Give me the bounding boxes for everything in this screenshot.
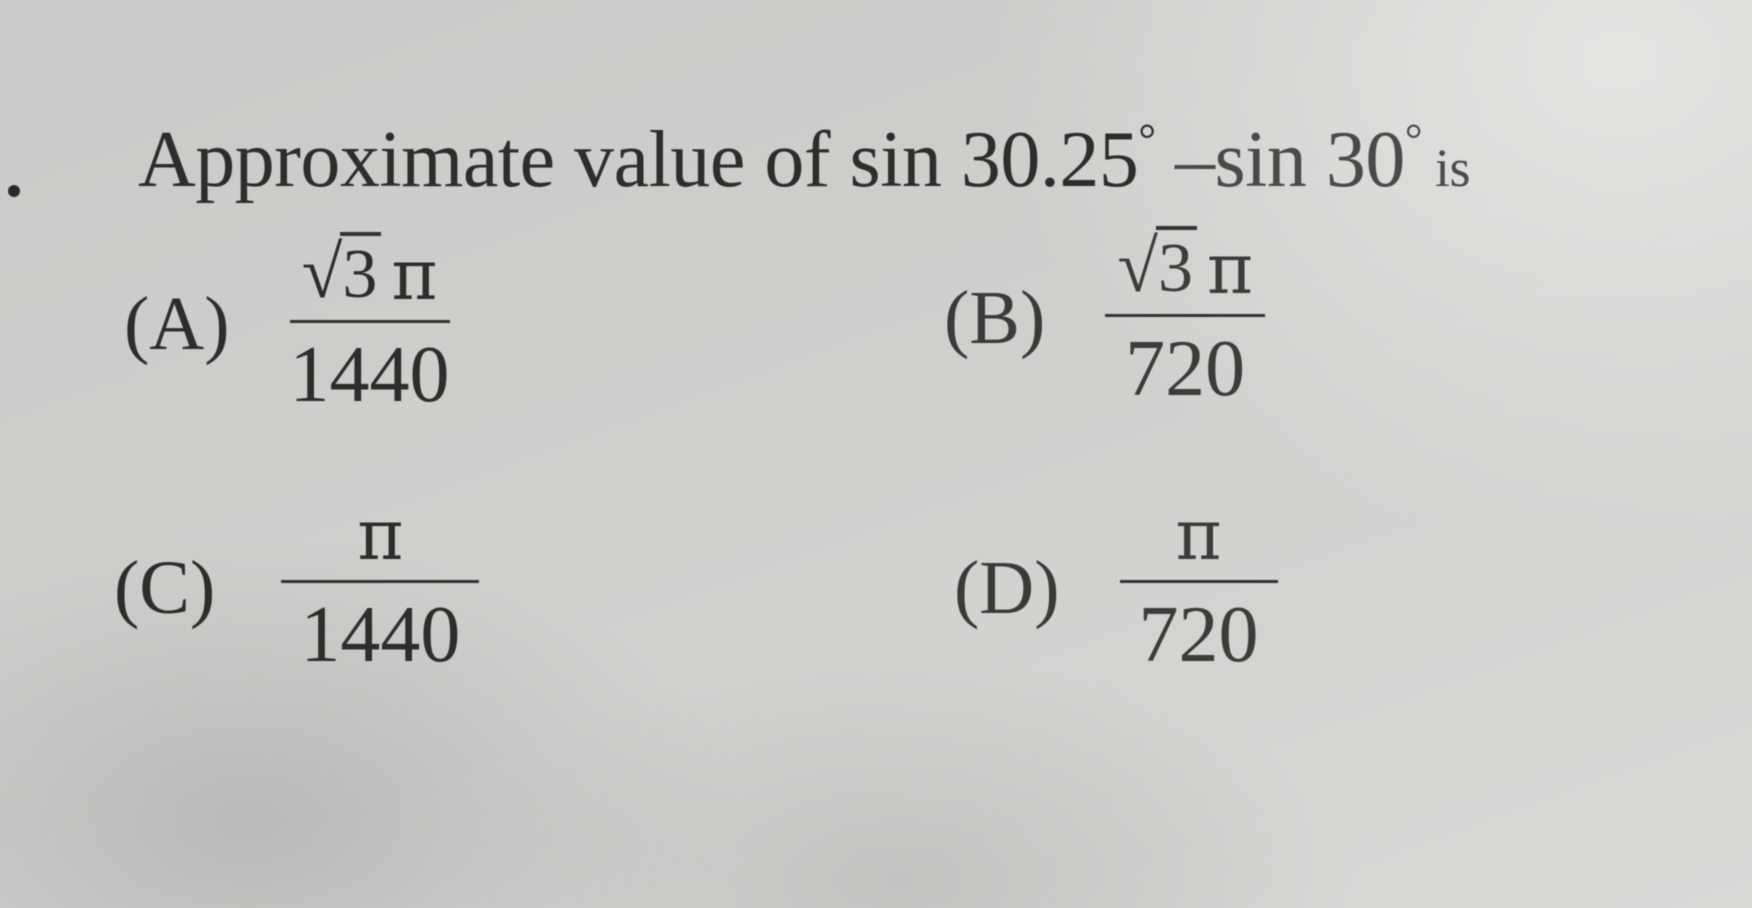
radical-sign: √ bbox=[1117, 226, 1158, 308]
degree-symbol-1: ° bbox=[1138, 115, 1156, 164]
option-a-numerator bbox=[290, 232, 450, 320]
option-d-denominator: 720 bbox=[1138, 591, 1259, 679]
option-c-fraction bbox=[281, 494, 479, 679]
option-b-radicand: 3 bbox=[1156, 226, 1197, 304]
option-c-label: (C) bbox=[114, 545, 216, 630]
option-c-denominator: 1440 bbox=[300, 591, 461, 679]
option-d-numerator bbox=[1120, 494, 1278, 580]
degree-symbol-2: ° bbox=[1404, 115, 1422, 164]
square-root bbox=[1117, 226, 1197, 308]
radical-sign: √ bbox=[301, 232, 343, 314]
option-c-pi: π bbox=[357, 494, 404, 576]
option-a-fraction bbox=[289, 232, 450, 419]
option-b-numerator bbox=[1105, 226, 1265, 314]
option-a-pi: π bbox=[391, 234, 438, 316]
option-b-label: (B) bbox=[944, 275, 1046, 360]
option-c[interactable] bbox=[114, 494, 479, 679]
minus-sign: – bbox=[1155, 116, 1215, 204]
option-b-fraction bbox=[1105, 226, 1265, 413]
option-a-denominator: 1440 bbox=[289, 331, 450, 419]
option-a[interactable] bbox=[124, 232, 450, 419]
option-b[interactable] bbox=[944, 226, 1265, 413]
square-root bbox=[301, 232, 382, 314]
option-b-pi: π bbox=[1206, 228, 1253, 310]
option-d-fraction bbox=[1120, 494, 1278, 679]
option-a-label: (A) bbox=[124, 281, 230, 366]
question-prefix: Approximate value of sin 30.25 bbox=[138, 116, 1139, 204]
option-d-pi: π bbox=[1175, 494, 1222, 576]
sin-word: sin bbox=[1214, 116, 1307, 204]
option-c-numerator bbox=[281, 494, 479, 580]
option-d-label: (D) bbox=[954, 545, 1060, 630]
option-d[interactable] bbox=[954, 494, 1278, 679]
option-a-radicand: 3 bbox=[340, 232, 381, 310]
value-30: 30 bbox=[1306, 116, 1405, 204]
question-suffix: is bbox=[1421, 138, 1470, 198]
option-b-denominator: 720 bbox=[1125, 325, 1246, 413]
question-text bbox=[138, 115, 1470, 204]
question-bullet bbox=[8, 185, 20, 197]
